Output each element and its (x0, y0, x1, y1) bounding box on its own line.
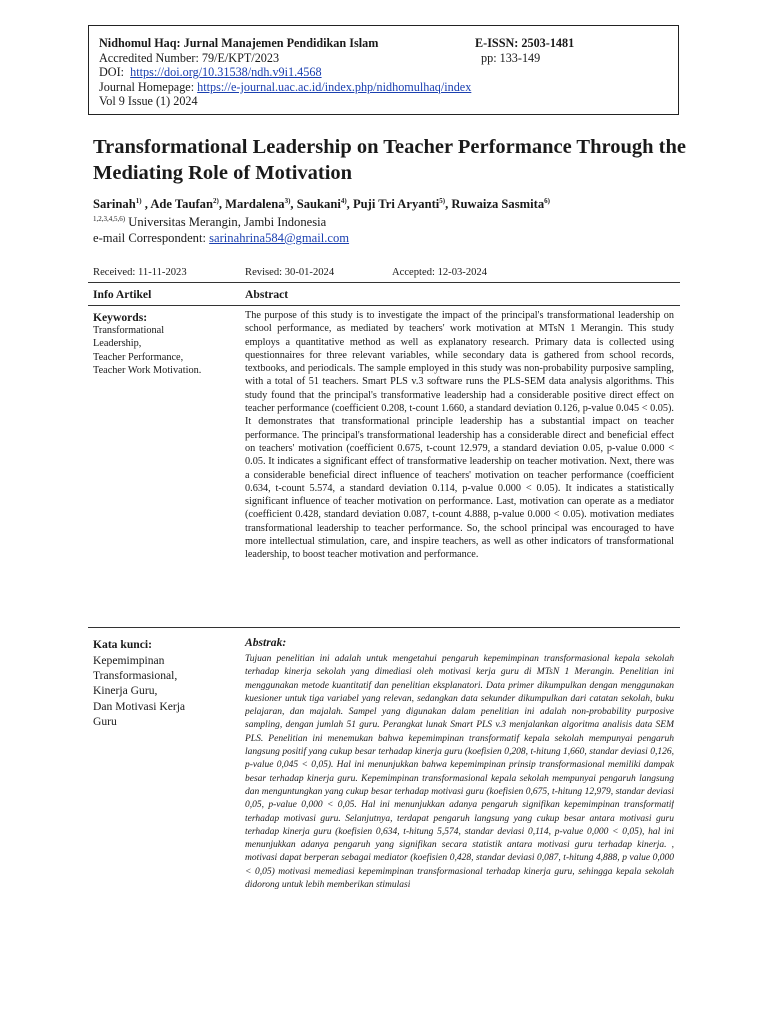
author-superscript: 3) (284, 197, 291, 205)
journal-header-box (88, 25, 679, 115)
email-label: e-mail Correspondent: (93, 231, 206, 245)
keyword-item: Leadership, (93, 338, 142, 350)
header-row-1 (99, 36, 678, 51)
divider-header (88, 305, 680, 306)
author-superscript: 4) (340, 197, 347, 205)
abstrak-text: Tujuan penelitian ini adalah untuk mengetahui pengaruh kepemimpinan transformasional kepala sekolah terhadap kinerja sekolah yang dimediasi oleh motivasi kerja guru di MTsN 1 Merangin. Penelitian ini menggunakan metode kuantitatif dan penelitian eksplanatori. Data primer dikumpulkan dengan menggunakan kuesioner untuk tiga variabel yang relevan, sedangkan data sekunder dikumpulkan dari catatan sekolah, buku pelajaran, dan majalah. Sampel yang digunakan dalam penelitian ini adalah non-probability purposive sampling, dengan jumlah 51 guru. Perangkat lunak Smart PLS v.3 menjalankan algoritma analisis data SEM PLS. Penelitian ini menemukan bahwa kepemimpinan transformatif kepala sekolah mempunyai pengaruh langsung positif yang cukup besar terhadap kinerja guru (koefisien 0,208, t-hitung 1,660, standar deviasi 0,126, p-value 0,045 < 0,05). Hal ini menunjukkan bahwa kepemimpinan prinsip transformasional memiliki dampak besar terhadap kinerja guru. Kepemimpinan transformasional kepala sekolah mempunyai pengaruh langsung dan menguntungkan yang cukup besar terhadap motivasi guru (koefisien 0,675, t-hitung 12,979, standar deviasi 0,05, p-value 0,000 < 0,05. Hal ini menunjukkan adanya pengaruh signifikan kepemimpinan transformatif terhadap motivasi guru. Selanjutnya, terdapat pengaruh langsung yang cukup besar antara motivasi guru terhadap kinerja guru (koefisien 0,634, t-hitung 5,574, standar deviasi 0,114, p-value 0,000 < 0,05), hal ini menunjukkan adanya pengaruh yang signifikan secara statistik antara motivasi guru terhadap kinerja. , motivasi dapat berperan sebagai mediator (koefisien 0,428, standar deviasi 0,087, t-hitung 4,888, p value 0,000 < 0,05) motivasi memediasi kepemimpinan transformasional terhadap kinerja guru, sehingga kepala sekolah didorong untuk lebih memberikan stimulasi (245, 654, 674, 891)
kata-kunci-item: Kepemimpinan (93, 654, 165, 667)
article-title: Transformational Leadership on Teacher Performance Through the Mediating Role of Motivation (93, 136, 686, 184)
accreditation-number: Accredited Number: 79/E/KPT/2023 (99, 50, 280, 65)
kata-kunci-item: Transformasional, (93, 669, 178, 683)
divider-top (88, 282, 680, 283)
abstract-heading: Abstract (245, 288, 289, 301)
author-superscript: 1) (135, 197, 142, 205)
homepage-link[interactable]: https://e-journal.uac.ac.id/index.php/nidhomulhaq/index (197, 79, 472, 94)
author-name: Ade Taufan (150, 197, 213, 212)
email-correspondent (93, 231, 349, 246)
kata-kunci-item: Kinerja Guru, (93, 684, 158, 698)
author-name: Mardalena (225, 197, 285, 212)
kata-kunci-item: Dan Motivasi Kerja (93, 699, 186, 713)
author-list: Sarinah$^{1)}$ , Ade Taufan$^{2)}$, Mardalena$^{3)}$, Saukani$^{4)}$, Puji Tri Aryanti$^{5)}$, Ruwaiza Sasmita$^{6)}$ (93, 197, 550, 212)
author-name: Puji Tri Aryanti (352, 197, 440, 212)
doi-label: DOI: (99, 65, 125, 80)
header-row-volume (99, 94, 678, 109)
keyword-item: Teacher Performance, (93, 351, 184, 363)
kata-kunci-item: Guru (93, 714, 117, 728)
journal-name: Nidhomul Haq: Jurnal Manajemen Pendidikan Islam (99, 36, 379, 50)
affiliation-superscript: 1,2,3,4,5,6) (93, 215, 126, 223)
page-range: pp: 133-149 (481, 50, 541, 65)
affiliation (93, 215, 326, 230)
author-superscript: 2) (212, 197, 219, 205)
author-name: Sarinah (93, 197, 136, 212)
abstract-text: The purpose of this study is to investigate the impact of the principal's transformational leadership on school performance, as mediated by teachers' work motivation at MTsN 1 Merangin. This study employs a quantitative method as well as explanatory research. Primary data is collected using questionnaires for three relevant variables, while secondary data is gathered from school records, textbooks, and periodicals. The sample employed in this study was non-probability purposive sampling, with a total of 51 teachers. Smart PLS v.3 software runs the PLS-SEM data analysis algorithms. This study found that the principal's transformative leadership had a considerable positive direct effect on teacher performance (coefficient 0.208, t-count 1.660, a standard deviation 0.126, p-value 0.045 < 0.05). It demonstrates that transformational principle leadership has a substantial impact on teacher performance. The principal's transformational leadership has a considerable direct and beneficial effect on teachers' motivation (coefficient 0.675, t-count 12.979, a standard deviation 0.05, p-value 0.000 < 0.05. It indicates a significant effect of transformative leadership on teacher motivation. Next, there was a considerable beneficial direct influence of teachers' motivation on teacher performance (coefficient 0.634, t-count 5.574, a standard deviation 0.114, p-value 0.000 < 0.05). It indicates a statistically significant influence of teacher motivation on performance. Last, motivation can operate as a mediator (coefficient 0.428, standard deviation 0.087, t-count 4.888, p-value 0.000 < 0.05). motivation mediates transformational leadership to teacher performance. So, the school principal was encouraged to have more intellectual stimulation, care, and inspire teachers, as well as other indicators of transformational leadership, to boost teacher motivation and performance. (245, 310, 674, 561)
kata-kunci-list (93, 653, 241, 729)
keywords-heading: Keywords: (93, 311, 148, 324)
author-name: Ruwaiza Sasmita (451, 197, 545, 212)
doi-link[interactable]: https://doi.org/10.31538/ndh.v9i1.4568 (130, 65, 322, 80)
author-name: Saukani (296, 197, 341, 212)
homepage-label: Journal Homepage: (99, 79, 195, 94)
accepted-date: Accepted: 12-03-2024 (392, 267, 488, 278)
divider-middle (88, 627, 680, 628)
kata-kunci-heading: Kata kunci: (93, 638, 152, 651)
author-superscript: 5) (439, 197, 446, 205)
email-link[interactable]: sarinahrina584@gmail.com (209, 231, 350, 245)
volume-issue: Vol 9 Issue (1) 2024 (99, 94, 198, 109)
keyword-item: Teacher Work Motivation. (93, 364, 202, 376)
keyword-item: Transformational (93, 325, 165, 336)
received-date: Received: 11-11-2023 (93, 267, 187, 278)
eissn: E-ISSN: 2503-1481 (475, 36, 575, 50)
author-superscript: 6) (544, 197, 550, 205)
header-row-homepage (99, 80, 678, 95)
header-row-2 (99, 51, 678, 66)
info-artikel-heading: Info Artikel (93, 288, 152, 301)
header-row-doi (99, 65, 678, 80)
affiliation-text: Universitas Merangin, Jambi Indonesia (128, 215, 327, 230)
keywords-list (93, 324, 243, 377)
abstrak-heading: Abstrak: (245, 636, 287, 649)
revised-date: Revised: 30-01-2024 (245, 267, 335, 278)
